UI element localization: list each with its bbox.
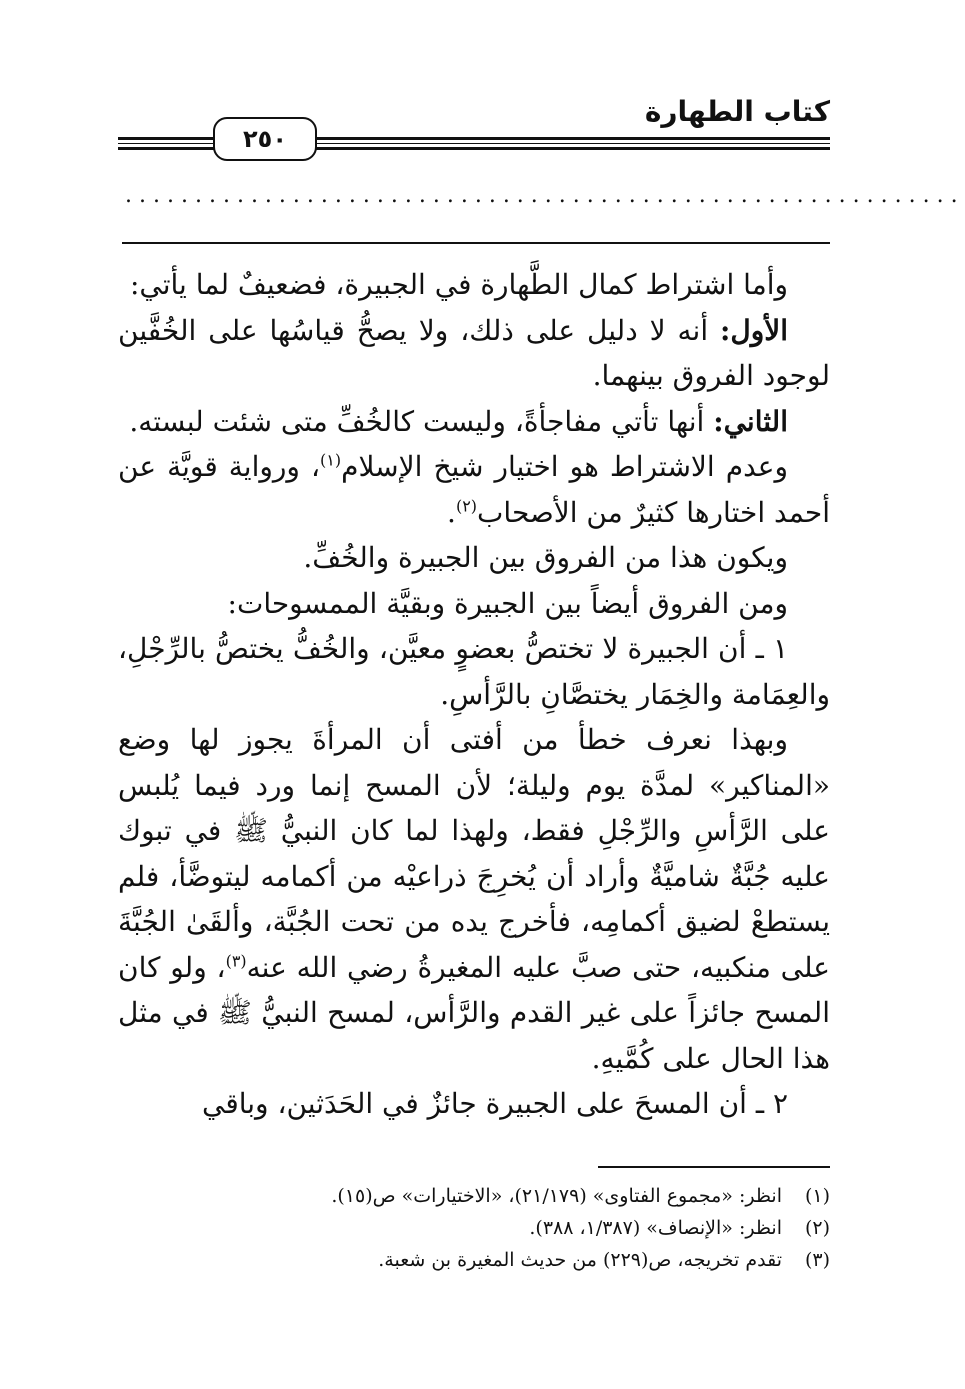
text-segment: ، ورواية قويَّة عن أحمد اختارها كثيرٌ من الأصحاب	[118, 450, 830, 529]
footnote-number: (٢)	[804, 1217, 830, 1239]
footnote-rule	[598, 1166, 830, 1168]
first-reason-text: أنه لا دليل على ذلك، ولا يصحُّ قياسُها على الخُفَّين لوجود الفروق بينهما.	[118, 313, 830, 392]
text-segment: .	[447, 495, 456, 529]
footnote-text: انظر: «مجموع الفتاوى» (٢١/١٧٩)، «الاختيارات» ص(١٥).	[331, 1185, 782, 1207]
paragraph-differences-intro: ومن الفروق أيضاً بين الجبيرة وبقيَّة الممسوحات:	[227, 586, 788, 620]
second-reason-label: الثاني:	[713, 404, 788, 438]
paragraph-second-reason	[118, 399, 830, 445]
footnote-ref-2[interactable]: (٢)	[455, 496, 478, 516]
footnote-1	[118, 1180, 830, 1212]
footnote-3	[118, 1244, 830, 1276]
first-reason-label: الأول:	[720, 313, 788, 347]
footnote-2	[118, 1212, 830, 1244]
header-separator	[122, 242, 830, 244]
footnotes	[118, 1180, 830, 1276]
paragraph-point-2: ٢ ـ أن المسحَ على الجبيرة جائزٌ في الحَدَثين، وباقي	[201, 1087, 788, 1120]
paragraph-first-reason	[118, 308, 830, 399]
text-segment: وبهذا نعرف خطأ من أفتى أن المرأةَ يجوز لها وضع «المناكير» لمدَّة يوم وليلة؛ لأن المسح إنما ورد فيما يُلبس على الرَّأسِ والرِّجْلِ فقط، ولهذا لما كان النبيُّ ﷺ في تبوك عليه جُبَّةٌ شاميَّةٌ وأراد أن يُخرِجَ ذراعيْه من أكمامه ليتوضَّأ، فلم يستطعْ لضيق أكمامِه، فأخرج يده من تحت الجُبَّة، وألقَىٰ الجُبَّةَ على منكبيه، حتى صبَّ عليه المغيرةُ رضي الله عنه	[118, 723, 830, 984]
footnote-text: انظر: «الإنصاف» (١/٣٨٧، ٣٨٨).	[529, 1217, 782, 1239]
paragraph-manakir	[118, 717, 830, 1081]
dotted-divider: ............................................................	[125, 183, 965, 208]
footnote-ref-1[interactable]: (١)	[320, 450, 342, 470]
second-reason-text: أنها تأتي مفاجأةً، وليست كالخُفِّ متى شئت لبسته.	[129, 404, 714, 438]
text-segment: ، ولو كان المسح جائزاً على غير القدم والرَّأس، لمسح النبيُّ ﷺ في مثل هذا الحال على كُمَّيهِ.	[118, 950, 830, 1075]
book-title: كتاب الطهارة	[644, 95, 830, 128]
paragraph-non-requirement	[118, 444, 830, 535]
footnote-ref-3[interactable]: (٣)	[225, 951, 247, 971]
paragraph-difference: ويكون هذا من الفروق بين الجبيرة والخُفِّ.	[303, 541, 788, 574]
page-number: ٢٥٠	[213, 117, 317, 161]
footnote-number: (٣)	[804, 1249, 830, 1271]
footnote-number: (١)	[804, 1185, 830, 1207]
paragraph-point-1: ١ ـ أن الجبيرة لا تختصُّ بعضوٍ معيَّن، والخُفُّ يختصُّ بالرِّجْلِ، والعِمَامة والخِمَار يختصَّانِ بالرَّأسِ.	[118, 632, 830, 711]
main-text	[118, 262, 830, 1127]
paragraph-intro: وأما اشتراط كمال الطَّهارة في الجبيرة، فضعيفٌ لما يأتي:	[129, 268, 788, 301]
page-header	[118, 95, 830, 155]
text-segment: وعدم الاشتراط هو اختيار شيخ الإسلام	[341, 450, 788, 483]
footnote-text: تقدم تخريجه، ص(٢٢٩) من حديث المغيرة بن شعبة.	[378, 1249, 782, 1271]
